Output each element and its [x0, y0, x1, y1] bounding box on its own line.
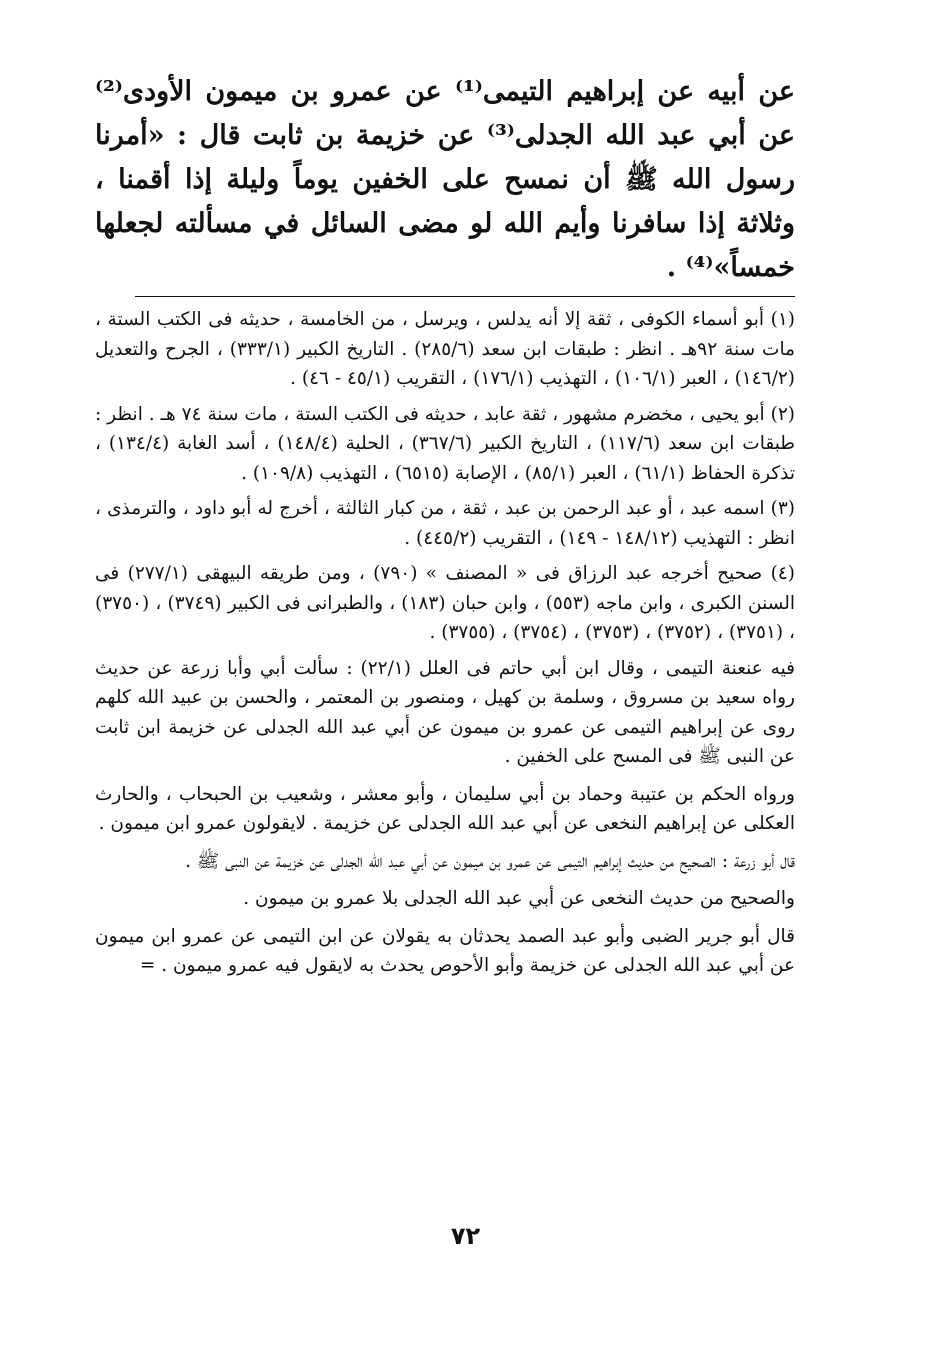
footnote-4-cont-5: قال أبو جرير الضبى وأبو عبد الصمد يحدثان به يقولان عن ابن التيمى عن عمرو ابن ميمون عن أبي عبد الله الجدلى عن خزيمة وأبو الأحوص يحدث به لايقول فيه عمرو ميمون . =: [95, 925, 795, 976]
footnote-4-cont-2: ورواه الحكم بن عتيبة وحماد بن أبي سليمان ، وأبو معشر ، وشعيب بن الحبحاب ، والحارث العكلى عن إبراهيم النخعى عن أبي عبد الله الجدلى عن خزيمة . لايقولون عمرو ابن ميمون .: [95, 783, 795, 834]
footnote-divider: [135, 296, 795, 297]
footnotes: [95, 305, 795, 981]
footnote-4: (٤) صحيح أخرجه عبد الرزاق فى « المصنف » (٧٩٠) ، ومن طريقه البيهقى (٢٧٧/١) فى السنن الكبرى ، وابن ماجه (٥٥٣) ، وابن حبان (١٨٣) ، والطبرانى فى الكبير (٣٧٤٩) ، (٣٧٥٠) ، (٣٧٥١) ، (٣٧٥٢) ، (٣٧٥٣) ، (٣٧٥٤) ، (٣٧٥٥) .: [95, 563, 795, 643]
page-number: ٧٢: [450, 1222, 481, 1250]
page-body: [95, 70, 795, 989]
main-text: عن أبيه عن إبراهيم التيمى⁽¹⁾ عن عمرو بن ميمون الأودى⁽²⁾ عن أبي عبد الله الجدلى⁽³⁾ عن خزيمة بن ثابت قال : «أمرنا رسول الله ﷺ أن نمسح على الخفين يوماً وليلة إذا أقمنا ، وثلاثة إذا سافرنا وأيم الله لو مضى السائل في مسألته لجعلها خمساً»⁽⁴⁾ .: [95, 76, 796, 283]
footnote-4-cont-4: والصحيح من حديث النخعى عن أبي عبد الله الجدلى بلا عمرو بن ميمون .: [243, 888, 795, 909]
footnote-1: (١) أبو أسماء الكوفى ، ثقة إلا أنه يدلس ، ويرسل ، من الخامسة ، حديثه فى الكتب الستة ، مات سنة ٩٢هـ . انظر : طبقات ابن سعد (٢٨٥/٦) . التاريخ الكبير (٣٣٣/١) ، الجرح والتعديل (١٤٦/٢) ، العبر (١٠٦/١) ، التهذيب (١٧٦/١) ، التقريب (٤٥/١ - ٤٦) .: [95, 309, 795, 389]
footnote-4-cont-3: قال أبو زرعة : الصحيح من حديث إبراهيم التيمى عن عمرو بن ميمون عن أبي عبد الله الجدلى عن خزيمة عن النبى ﷺ .: [185, 850, 795, 872]
footnote-2: (٢) أبو يحيى ، مخضرم مشهور ، ثقة عابد ، حديثه فى الكتب الستة ، مات سنة ٧٤ هـ . انظر : طبقات ابن سعد (١١٧/٦) ، التاريخ الكبير (٣٦٧/٦) ، الحلية (١٤٨/٤) ، أسد الغابة (١٣٤/٤) ، تذكرة الحفاظ (٦١/١) ، العبر (٨٥/١) ، الإصابة (٦٥١٥) ، التهذيب (١٠٩/٨) .: [95, 403, 795, 484]
footnote-3: (٣) اسمه عبد ، أو عبد الرحمن بن عبد ، ثقة ، من كبار الثالثة ، أخرج له أبو داود ، والترمذى ، انظر : التهذيب (١٤٨/١٢ - ١٤٩) ، التقريب (٤٤٥/٢) .: [95, 498, 795, 549]
footnote-4-cont-1: فيه عنعنة التيمى ، وقال ابن أبي حاتم فى العلل (٢٢/١) : سألت أبي وأبا زرعة عن حديث رواه سعيد بن مسروق ، وسلمة بن كهيل ، ومنصور بن المعتمر ، والحسن بن عبيد الله كلهم روى عن إبراهيم التيمى عن عمرو بن ميمون عن أبي عبد الله الجدلى عن خزيمة ابن ثابت عن النبى ﷺ فى المسح على الخفين .: [95, 657, 796, 767]
